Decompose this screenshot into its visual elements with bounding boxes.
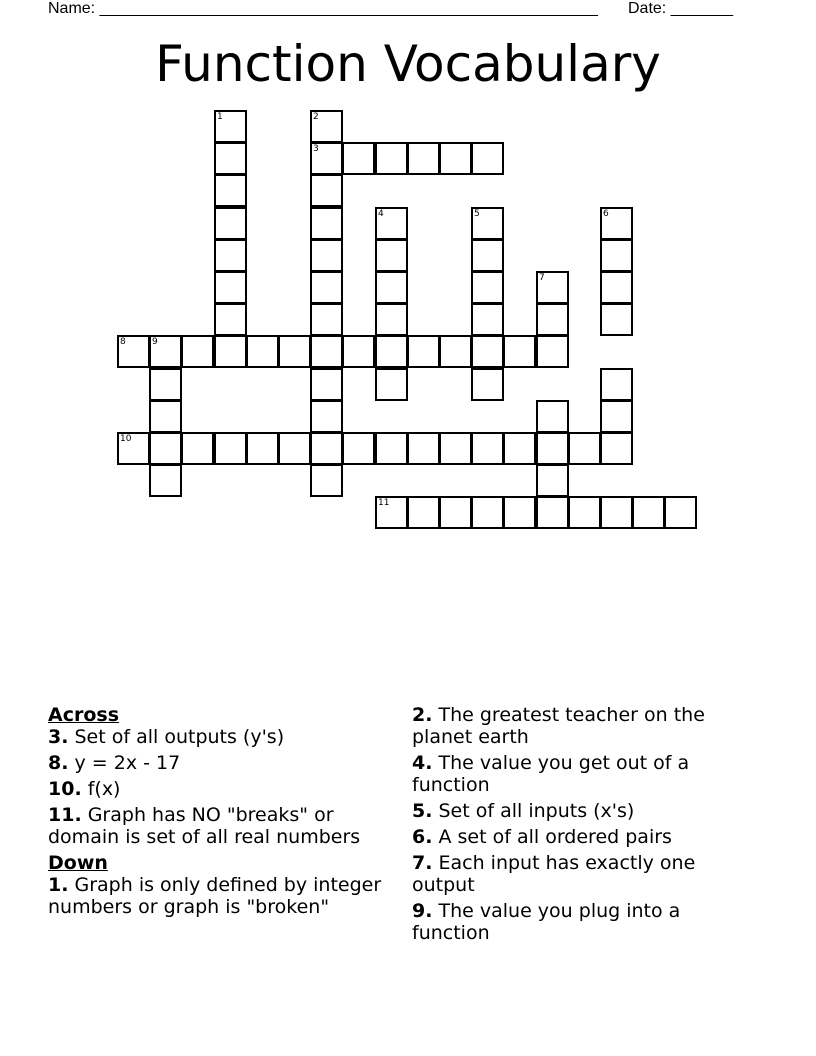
grid-cell[interactable] bbox=[149, 368, 182, 401]
grid-cell[interactable] bbox=[664, 496, 697, 529]
grid-cell[interactable] bbox=[600, 400, 633, 433]
grid-cell[interactable] bbox=[600, 432, 633, 465]
grid-cell[interactable] bbox=[342, 142, 375, 175]
grid-cell[interactable] bbox=[342, 335, 375, 368]
grid-cell[interactable] bbox=[181, 432, 214, 465]
grid-cell-number: 8 bbox=[120, 337, 126, 347]
clue-number: 3. bbox=[48, 726, 69, 748]
grid-cell-number: 10 bbox=[120, 434, 132, 444]
grid-cell[interactable] bbox=[310, 400, 343, 433]
clue-number: 10. bbox=[48, 778, 82, 800]
grid-cell[interactable] bbox=[214, 174, 247, 207]
grid-cell-number: 4 bbox=[378, 209, 384, 219]
name-field-label: Name: ________________________________________________________ bbox=[48, 0, 598, 17]
grid-cell[interactable] bbox=[600, 303, 633, 336]
grid-cell[interactable] bbox=[310, 335, 343, 368]
grid-cell[interactable] bbox=[439, 142, 472, 175]
grid-cell[interactable] bbox=[471, 335, 504, 368]
clue-item bbox=[412, 900, 752, 944]
grid-cell[interactable] bbox=[214, 303, 247, 336]
clues-right-column bbox=[412, 704, 752, 948]
grid-cell[interactable] bbox=[471, 142, 504, 175]
grid-cell[interactable] bbox=[600, 239, 633, 272]
page-title: Function Vocabulary bbox=[155, 35, 661, 93]
grid-cell[interactable] bbox=[407, 432, 440, 465]
grid-cell[interactable] bbox=[246, 335, 279, 368]
grid-cell[interactable] bbox=[407, 496, 440, 529]
date-field-label: Date: _______ bbox=[628, 0, 733, 17]
grid-cell[interactable] bbox=[310, 432, 343, 465]
grid-cell[interactable] bbox=[310, 464, 343, 497]
clue-number: 4. bbox=[412, 752, 433, 774]
clue-number: 5. bbox=[412, 800, 433, 822]
grid-cell[interactable] bbox=[536, 271, 569, 304]
clue-text: Graph is only defined by integer numbers or graph is "broken" bbox=[48, 874, 382, 918]
grid-cell[interactable] bbox=[568, 432, 601, 465]
clue-number: 1. bbox=[48, 874, 69, 896]
clue-text: A set of all ordered pairs bbox=[432, 826, 672, 848]
grid-cell[interactable] bbox=[149, 432, 182, 465]
clue-text: The value you plug into a function bbox=[412, 900, 681, 944]
grid-cell[interactable] bbox=[310, 142, 343, 175]
clue-item bbox=[412, 852, 752, 896]
grid-cell[interactable] bbox=[536, 464, 569, 497]
grid-cell[interactable] bbox=[407, 142, 440, 175]
clue-number: 8. bbox=[48, 752, 69, 774]
grid-cell[interactable] bbox=[214, 271, 247, 304]
grid-cell[interactable] bbox=[214, 239, 247, 272]
grid-cell[interactable] bbox=[439, 335, 472, 368]
grid-cell[interactable] bbox=[246, 432, 279, 465]
grid-cell[interactable] bbox=[310, 271, 343, 304]
grid-cell[interactable] bbox=[439, 496, 472, 529]
clue-item bbox=[412, 826, 752, 848]
grid-cell[interactable] bbox=[439, 432, 472, 465]
grid-cell[interactable] bbox=[214, 142, 247, 175]
grid-cell[interactable] bbox=[600, 271, 633, 304]
clue-text: Graph has NO "breaks" or domain is set of all real numbers bbox=[48, 804, 361, 848]
clue-text: Set of all inputs (x's) bbox=[432, 800, 635, 822]
grid-cell[interactable] bbox=[536, 303, 569, 336]
clue-item bbox=[412, 800, 752, 822]
grid-cell-number: 1 bbox=[217, 112, 223, 122]
grid-cell[interactable] bbox=[471, 271, 504, 304]
clue-text: The greatest teacher on the planet earth bbox=[412, 704, 705, 748]
grid-cell-number: 6 bbox=[603, 209, 609, 219]
grid-cell[interactable] bbox=[407, 335, 440, 368]
grid-cell[interactable] bbox=[214, 335, 247, 368]
grid-cell-number: 2 bbox=[313, 112, 319, 122]
grid-cell[interactable] bbox=[310, 207, 343, 240]
clue-number: 2. bbox=[412, 704, 433, 726]
clue-item bbox=[48, 778, 398, 800]
clue-number: 9. bbox=[412, 900, 433, 922]
clue-item bbox=[48, 726, 398, 748]
grid-cell[interactable] bbox=[278, 432, 311, 465]
grid-cell[interactable] bbox=[117, 432, 150, 465]
clue-item bbox=[48, 874, 398, 918]
grid-cell[interactable] bbox=[375, 142, 408, 175]
grid-cell[interactable] bbox=[310, 174, 343, 207]
grid-cell[interactable] bbox=[471, 432, 504, 465]
grid-cell[interactable] bbox=[375, 335, 408, 368]
clue-item bbox=[412, 704, 752, 748]
grid-cell[interactable] bbox=[375, 239, 408, 272]
clue-number: 6. bbox=[412, 826, 433, 848]
grid-cell[interactable] bbox=[600, 368, 633, 401]
clue-item bbox=[48, 804, 398, 848]
down-clue-list-left bbox=[48, 874, 398, 918]
grid-cell[interactable] bbox=[310, 110, 343, 143]
clue-item bbox=[48, 752, 398, 774]
grid-cell[interactable] bbox=[375, 496, 408, 529]
grid-cell[interactable] bbox=[375, 303, 408, 336]
grid-cell[interactable] bbox=[375, 271, 408, 304]
grid-cell-number: 7 bbox=[539, 273, 545, 283]
grid-cell[interactable] bbox=[181, 335, 214, 368]
clue-text: Each input has exactly one output bbox=[412, 852, 696, 896]
grid-cell[interactable] bbox=[536, 496, 569, 529]
grid-cell[interactable] bbox=[471, 368, 504, 401]
grid-cell[interactable] bbox=[471, 207, 504, 240]
clue-number: 7. bbox=[412, 852, 433, 874]
grid-cell[interactable] bbox=[278, 335, 311, 368]
grid-cell[interactable] bbox=[214, 110, 247, 143]
down-clue-list-right bbox=[412, 704, 752, 944]
clue-text: Set of all outputs (y's) bbox=[68, 726, 285, 748]
grid-cell[interactable] bbox=[375, 207, 408, 240]
across-clue-list bbox=[48, 726, 398, 848]
clue-text: The value you get out of a function bbox=[412, 752, 690, 796]
grid-cell[interactable] bbox=[536, 432, 569, 465]
grid-cell-number: 11 bbox=[378, 498, 390, 508]
clue-text: f(x) bbox=[81, 778, 121, 800]
grid-cell[interactable] bbox=[471, 496, 504, 529]
grid-cell[interactable] bbox=[310, 239, 343, 272]
grid-cell[interactable] bbox=[375, 432, 408, 465]
grid-cell[interactable] bbox=[149, 335, 182, 368]
down-heading: Down bbox=[48, 852, 108, 874]
grid-cell[interactable] bbox=[503, 335, 536, 368]
clue-item bbox=[412, 752, 752, 796]
clue-text: y = 2x - 17 bbox=[68, 752, 181, 774]
grid-cell[interactable] bbox=[117, 335, 150, 368]
grid-cell[interactable] bbox=[600, 496, 633, 529]
grid-cell[interactable] bbox=[503, 432, 536, 465]
across-heading: Across bbox=[48, 704, 120, 726]
grid-cell[interactable] bbox=[503, 496, 536, 529]
grid-cell[interactable] bbox=[471, 239, 504, 272]
grid-cell[interactable] bbox=[471, 303, 504, 336]
grid-cell[interactable] bbox=[632, 496, 665, 529]
grid-cell[interactable] bbox=[214, 432, 247, 465]
grid-cell[interactable] bbox=[568, 496, 601, 529]
clues-left-column bbox=[48, 704, 398, 922]
grid-cell[interactable] bbox=[342, 432, 375, 465]
grid-cell[interactable] bbox=[536, 335, 569, 368]
grid-cell[interactable] bbox=[310, 303, 343, 336]
grid-cell[interactable] bbox=[536, 400, 569, 433]
clue-number: 11. bbox=[48, 804, 82, 826]
grid-cell[interactable] bbox=[310, 368, 343, 401]
grid-cell[interactable] bbox=[600, 207, 633, 240]
grid-cell-number: 9 bbox=[152, 337, 158, 347]
grid-cell-number: 3 bbox=[313, 144, 319, 154]
grid-cell-number: 5 bbox=[474, 209, 480, 219]
grid-cell[interactable] bbox=[149, 464, 182, 497]
grid-cell[interactable] bbox=[375, 368, 408, 401]
grid-cell[interactable] bbox=[214, 207, 247, 240]
grid-cell[interactable] bbox=[149, 400, 182, 433]
